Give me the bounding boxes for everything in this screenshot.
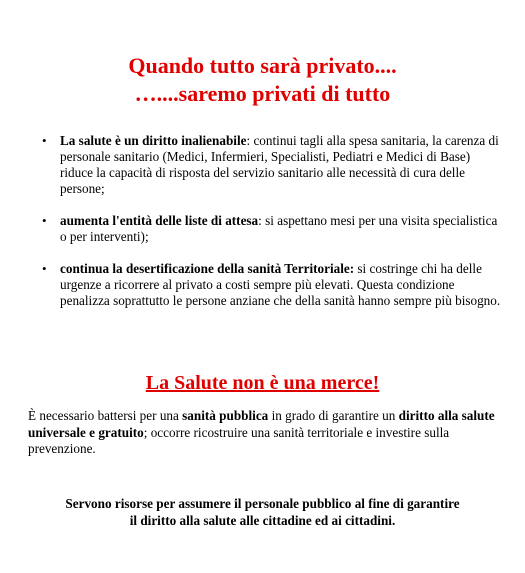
para-bold-text: sanità pubblica xyxy=(182,408,269,423)
para-bold-text: diritto alla salute universale e gratuito xyxy=(28,408,495,440)
title-line-1: Quando tutto sarà privato.... xyxy=(128,53,397,78)
bullet-item xyxy=(42,133,504,197)
closing-statement xyxy=(0,495,525,529)
page-title xyxy=(0,52,525,108)
bullet-list xyxy=(42,133,504,325)
title-line-2: …....saremo privati di tutto xyxy=(134,81,391,106)
bullet-bold-text: continua la desertificazione della sanità Territoriale: xyxy=(60,261,355,276)
bullet-bold-text: aumenta l'entità delle liste di attesa xyxy=(60,213,259,228)
closing-line-1: Servono risorse per assumere il personale pubblico al fine di garantire xyxy=(65,496,460,511)
para-text: in grado di garantire un xyxy=(268,408,399,423)
para-text: È necessario battersi per una xyxy=(28,408,183,423)
body-paragraph xyxy=(28,408,498,458)
bullet-item xyxy=(42,261,504,309)
subtitle: La Salute non è una merce! xyxy=(145,372,380,394)
closing-line-2: il diritto alla salute alle cittadine ed ai cittadini. xyxy=(129,513,396,528)
bullet-item xyxy=(42,213,504,245)
bullet-text: : continui tagli alla spesa sanitaria, la carenza di personale sanitario (Medici, Infermieri, Specialisti, Pediatri e Medici di Base) riduce la capacità di risposta del servizio sanitario alle necessità di cura delle persone; xyxy=(60,133,499,196)
bullet-bold-text: La salute è un diritto inalienabile xyxy=(60,133,247,148)
bullet-text: si costringe chi ha delle urgenze a ricorrere al privato a costi sempre più elevati. Questa condizione penalizza soprattutto le persone anziane che della sanità hanno sempre più bisogno. xyxy=(60,261,501,308)
para-text: ; occorre ricostruire una sanità territoriale e investire sulla prevenzione. xyxy=(28,424,450,456)
bullet-text: : si aspettano mesi per una visita specialistica o per interventi); xyxy=(60,213,498,244)
